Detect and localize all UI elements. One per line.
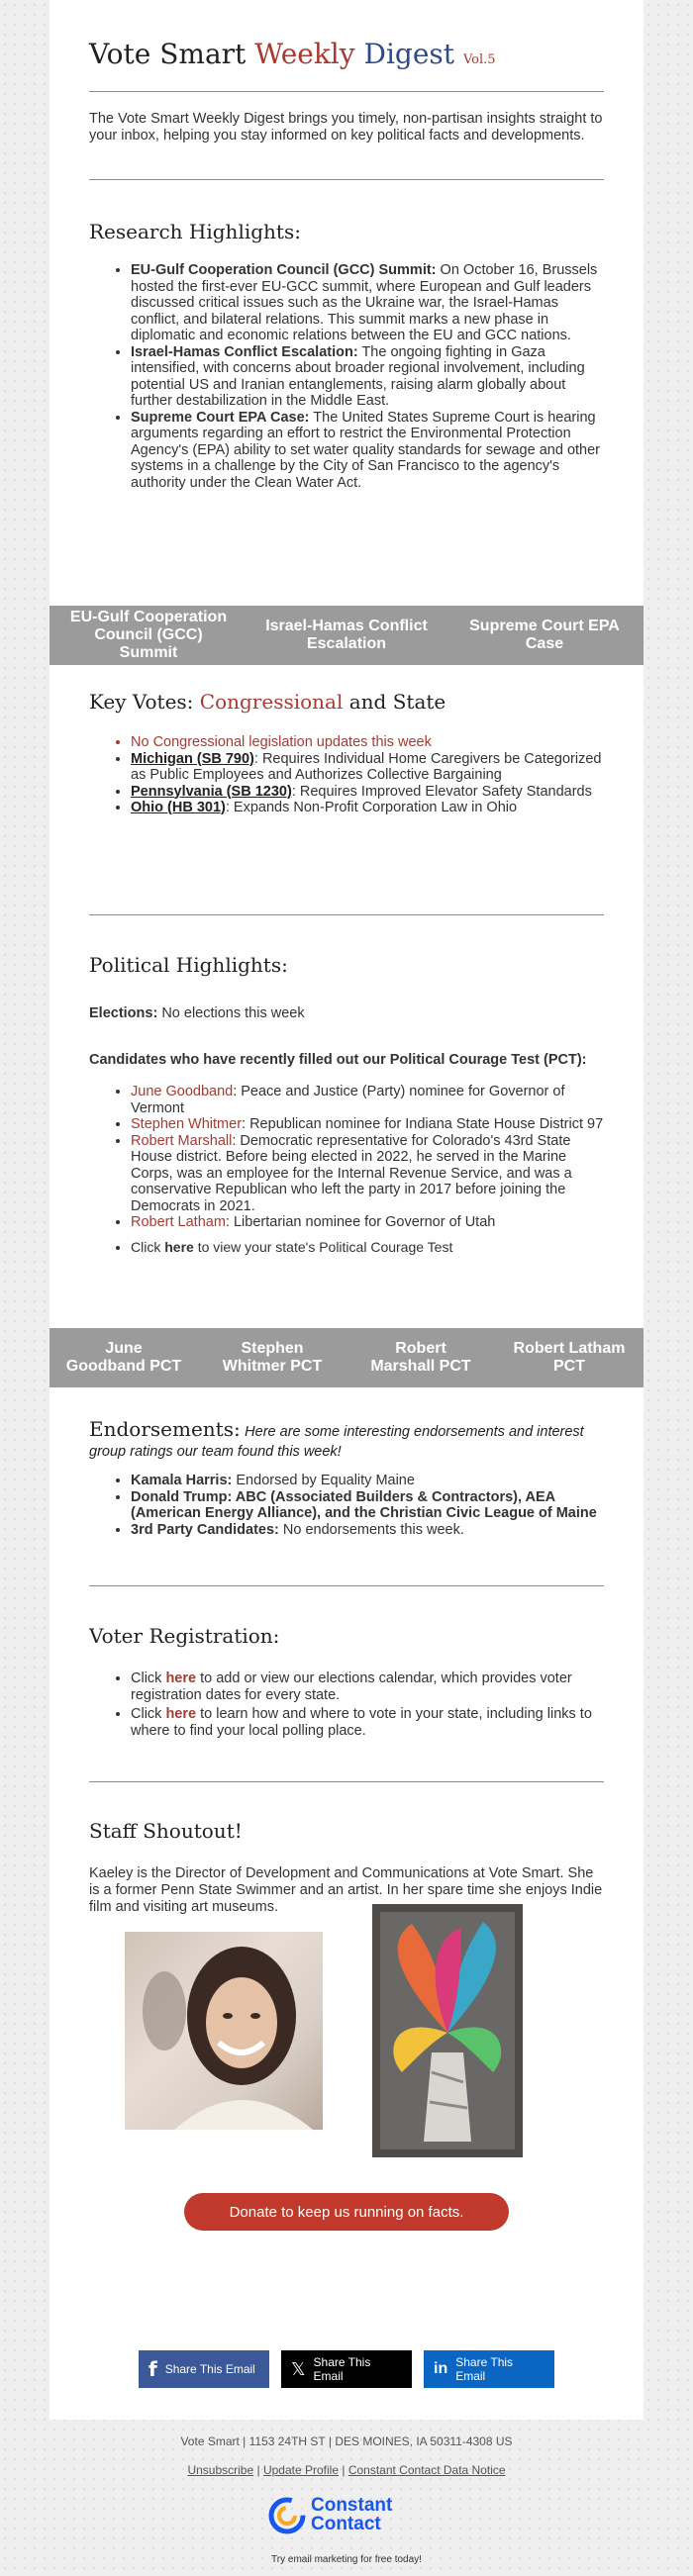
constant-contact-icon (267, 2494, 307, 2537)
june-goodband-pct-button[interactable]: June Goodband PCT (65, 1340, 182, 1375)
constant-contact-brand: Constant Contact (311, 2495, 393, 2534)
endorsements-list (89, 1473, 604, 1538)
candidate-list (89, 1084, 604, 1255)
research-button-bar (50, 606, 644, 665)
artwork-photo (372, 1904, 523, 2157)
facebook-share-button[interactable]: f Share This Email (139, 2350, 269, 2388)
staff-title: Staff Shoutout! (89, 1819, 243, 1843)
list-item: • Robert Marshall: Democratic representative for Colorado's 43rd State House district. Before being elected in 2022, he served in the Marine Corps, was an employee for the Internal Revenue Service, and was a conservative Republican who left the party in 2017 before joining the Democrats in 2021. (131, 1133, 604, 1215)
list-item: • Click here to view your state's Political Courage Test (131, 1239, 604, 1256)
robert-marshall-link[interactable]: Robert Marshall (131, 1132, 233, 1149)
list-item: • Michigan (SB 790): Requires Individual Home Caregivers be Categorized as Public Employees and Authorizes Collective Bargaining (131, 751, 604, 784)
list-item: • Click here to learn how and where to vote in your state, including links to where to find your local polling place. (131, 1706, 604, 1740)
linkedin-share-button[interactable]: in Share This Email (424, 2350, 554, 2388)
polling-here-link[interactable]: here (165, 1706, 197, 1722)
endorsements-header: Endorsements: Here are some interesting endorsements and interest group ratings our team found this week! (89, 1417, 584, 1460)
stephen-whitmer-link[interactable]: Stephen Whitmer (131, 1116, 243, 1132)
pennsylvania-link[interactable]: Pennsylvania (SB 1230) (131, 783, 292, 800)
unsubscribe-link[interactable]: Unsubscribe (187, 2463, 254, 2477)
list-item: • 3rd Party Candidates: No endorsements this week. (131, 1522, 604, 1539)
robert-marshall-pct-button[interactable]: Robert Marshall PCT (370, 1340, 471, 1375)
staff-text: Kaeley is the Director of Development and Communications at Vote Smart. She is a former Penn State Swimmer and an artist. In her spare time she enjoys Indie film and visiting art museums. (89, 1865, 603, 1915)
robert-latham-link[interactable]: Robert Latham (131, 1214, 226, 1230)
update-profile-link[interactable]: Update Profile (262, 2463, 339, 2477)
israel-hamas-button[interactable]: Israel-Hamas Conflict Escalation (265, 618, 428, 652)
constant-contact-tagline: Try email marketing for free today! (271, 2554, 422, 2565)
x-icon: 𝕏 (291, 2358, 306, 2380)
linkedin-icon: in (434, 2360, 448, 2377)
intro-text: The Vote Smart Weekly Digest brings you timely, non-partisan insights straight to your inbox, helping you stay informed on key political facts and developments. (89, 111, 603, 143)
digest-title: Vote Smart Weekly Digest Vol.5 (89, 38, 496, 70)
list-item: • Pennsylvania (SB 1230): Requires Improved Elevator Safety Standards (131, 784, 604, 801)
pct-button-bar (50, 1328, 644, 1387)
list-item: • Kamala Harris: Endorsed by Equality Maine (131, 1473, 604, 1489)
artwork-icon (372, 1904, 523, 2157)
x-share-button[interactable]: 𝕏 Share This Email (281, 2350, 412, 2388)
list-item: • EU-Gulf Cooperation Council (GCC) Summit: On October 16, Brussels hosted the first-ever EU-GCC summit, where European and Gulf leaders discussed critical issues such as the Ukraine war, the Israel-Hamas conflict, and bilateral relations. This summit marks a new phase in diplomatic and economic relations between the EU and GCC nations. (131, 262, 604, 344)
political-title: Political Highlights: (89, 953, 288, 977)
voter-list (89, 1670, 604, 1740)
list-item: • June Goodband: Peace and Justice (Party) nominee for Governor of Vermont (131, 1084, 604, 1116)
pct-heading: Candidates who have recently filled out our Political Courage Test (PCT): (89, 1052, 587, 1068)
june-goodband-link[interactable]: June Goodband (131, 1084, 234, 1099)
email-card (50, 0, 644, 2420)
elections-line: Elections: No elections this week (89, 1005, 305, 1021)
list-item: • Donald Trump: ABC (Associated Builders & Contractors), AEA (American Energy Alliance), and the Christian Civic League of Maine (131, 1489, 604, 1522)
divider (89, 1781, 604, 1782)
portrait-icon (125, 1932, 323, 2130)
staff-photo (125, 1932, 323, 2130)
voter-title: Voter Registration: (89, 1624, 280, 1648)
stephen-whitmer-pct-button[interactable]: Stephen Whitmer PCT (222, 1340, 323, 1375)
donate-button[interactable]: Donate to keep us running on facts. (184, 2193, 509, 2231)
list-item: • Ohio (HB 301): Expands Non-Profit Corporation Law in Ohio (131, 800, 604, 816)
list-item: • Click here to add or view our elections calendar, which provides voter registration dates for every state. (131, 1670, 604, 1704)
facebook-icon: f (148, 2357, 157, 2381)
robert-latham-pct-button[interactable]: Robert Latham PCT (513, 1340, 626, 1375)
footer-address: Vote Smart | 1153 24TH ST | DES MOINES, IA 50311-4308 US (180, 2434, 513, 2448)
pct-here-link[interactable]: here (164, 1238, 194, 1255)
list-item: • Stephen Whitmer: Republican nominee for Indiana State House District 97 (131, 1116, 604, 1133)
list-item: • Robert Latham: Libertarian nominee for Governor of Utah (131, 1214, 604, 1231)
research-title: Research Highlights: (89, 220, 301, 243)
list-item: • No Congressional legislation updates this week (131, 734, 604, 751)
footer-links: Unsubscribe | Update Profile | Constant Contact Data Notice (187, 2463, 506, 2477)
constant-contact-logo[interactable] (267, 2494, 436, 2543)
divider (89, 91, 604, 92)
list-item: • Israel-Hamas Conflict Escalation: The ongoing fighting in Gaza intensified, with concerns about broader regional involvement, including potential US and Iranian entanglements, raising alarm globally about further destabilization in the Middle East. (131, 344, 604, 410)
epa-case-button[interactable]: Supreme Court EPA Case (469, 618, 620, 652)
michigan-link[interactable]: Michigan (SB 790) (131, 750, 254, 767)
divider (89, 914, 604, 915)
divider (89, 179, 604, 180)
divider (89, 1585, 604, 1586)
data-notice-link[interactable]: Constant Contact Data Notice (347, 2463, 506, 2477)
gcc-summit-button[interactable]: EU-Gulf Cooperation Council (GCC) Summit (69, 609, 228, 661)
calendar-here-link[interactable]: here (165, 1670, 197, 1686)
list-item: • Supreme Court EPA Case: The United States Supreme Court is hearing arguments regarding an effort to restrict the Environmental Protection Agency's (EPA) ability to set water quality standards for sewage and other systems in a challenge by the City of San Francisco to the agency's authority under the Clean Water Act. (131, 410, 604, 492)
keyvotes-list (89, 734, 604, 816)
ohio-link[interactable]: Ohio (HB 301) (131, 800, 226, 815)
keyvotes-title: Key Votes: Congressional and State (89, 690, 446, 714)
research-list (89, 262, 604, 491)
